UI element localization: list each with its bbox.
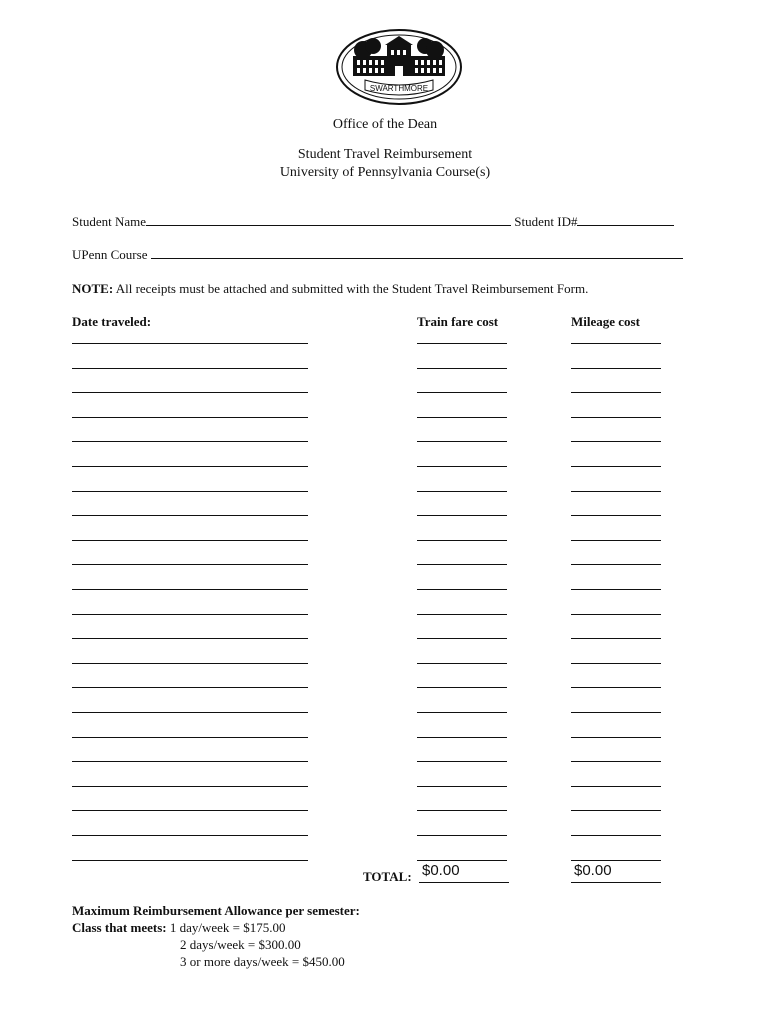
train-fare-entry-line[interactable] [417,441,507,442]
allowance-section [72,902,360,970]
mileage-entry-line[interactable] [571,810,661,811]
date-entry-line[interactable] [72,761,308,762]
train-fare-entry-line[interactable] [417,589,507,590]
date-entry-line[interactable] [72,540,308,541]
note-label: NOTE: [72,281,114,296]
date-entry-line[interactable] [72,441,308,442]
mileage-entry-line[interactable] [571,564,661,565]
date-entry-line[interactable] [72,564,308,565]
train-fare-entry-line[interactable] [417,737,507,738]
allowance-line-1 [72,919,360,936]
allowance-2-days: 2 days/week = $300.00 [180,937,301,952]
train-fare-entry-line[interactable] [417,368,507,369]
train-fare-entry-line[interactable] [417,417,507,418]
mileage-entry-line[interactable] [571,441,661,442]
date-entry-line[interactable] [72,417,308,418]
form-title: Student Travel Reimbursement [297,147,473,162]
train-fare-entry-line[interactable] [417,835,507,836]
column-header-mileage: Mileage cost [571,314,640,329]
train-fare-entry-line[interactable] [417,712,507,713]
date-entry-line[interactable] [72,392,308,393]
mileage-entry-line[interactable] [571,392,661,393]
student-name-field[interactable] [146,214,511,226]
student-id-label: Student ID# [514,214,578,229]
mileage-entry-line[interactable] [571,712,661,713]
train-fare-entry-line[interactable] [417,540,507,541]
class-meets-label: Class that meets: [72,920,167,935]
date-entry-line[interactable] [72,712,308,713]
upenn-course-field[interactable] [151,247,683,259]
svg-text:SWARTHMORE: SWARTHMORE [369,84,429,93]
mileage-entry-line[interactable] [571,589,661,590]
student-name-row [72,214,674,230]
mileage-entry-line[interactable] [571,491,661,492]
mileage-total-line [571,882,661,883]
upenn-course-row [72,247,683,263]
mileage-entry-line[interactable] [571,663,661,664]
train-fare-entry-line[interactable] [417,466,507,467]
train-fare-entry-line[interactable] [417,564,507,565]
date-entry-line[interactable] [72,343,308,344]
date-entry-line[interactable] [72,515,308,516]
date-entry-line[interactable] [72,860,308,861]
office-heading: Office of the Dean [332,117,438,132]
mileage-entry-line[interactable] [571,737,661,738]
mileage-entry-line[interactable] [571,614,661,615]
column-header-date: Date traveled: [72,314,152,329]
mileage-entry-line[interactable] [571,860,661,861]
train-fare-entry-line[interactable] [417,515,507,516]
mileage-entry-line[interactable] [571,368,661,369]
upenn-course-label: UPenn Course [72,247,148,262]
train-fare-entry-line[interactable] [417,687,507,688]
train-fare-entry-line[interactable] [417,343,507,344]
form-subtitle: University of Pennsylvania Course(s) [279,165,491,180]
column-header-train: Train fare cost [417,314,499,329]
date-entry-line[interactable] [72,786,308,787]
allowance-heading: Maximum Reimbursement Allowance per semester: [72,903,360,918]
date-entry-line[interactable] [72,491,308,492]
note [72,281,588,297]
mileage-entry-line[interactable] [571,835,661,836]
train-fare-entry-line[interactable] [417,638,507,639]
mileage-entry-line[interactable] [571,638,661,639]
mileage-entry-line[interactable] [571,761,661,762]
mileage-total-value[interactable]: $0.00 [574,862,612,879]
date-entry-line[interactable] [72,466,308,467]
train-fare-entry-line[interactable] [417,761,507,762]
date-entry-line[interactable] [72,810,308,811]
date-entry-line[interactable] [72,368,308,369]
student-name-label: Student Name [72,214,147,229]
train-fare-entry-line[interactable] [417,860,507,861]
date-entry-line[interactable] [72,663,308,664]
mileage-entry-line[interactable] [571,466,661,467]
mileage-entry-line[interactable] [571,417,661,418]
train-total-value[interactable]: $0.00 [422,862,460,879]
date-entry-line[interactable] [72,614,308,615]
train-fare-entry-line[interactable] [417,614,507,615]
train-fare-entry-line[interactable] [417,663,507,664]
allowance-3-days: 3 or more days/week = $450.00 [180,954,345,969]
note-text: All receipts must be attached and submitted with the Student Travel Reimbursement Form. [113,281,589,296]
date-entry-line[interactable] [72,687,308,688]
date-entry-line[interactable] [72,638,308,639]
date-entry-line[interactable] [72,589,308,590]
mileage-entry-line[interactable] [571,515,661,516]
train-fare-entry-line[interactable] [417,810,507,811]
mileage-entry-line[interactable] [571,786,661,787]
mileage-entry-line[interactable] [571,687,661,688]
total-label: TOTAL: [363,869,412,884]
allowance-1-day: 1 day/week = $175.00 [166,920,286,935]
date-entry-line[interactable] [72,737,308,738]
train-fare-entry-line[interactable] [417,392,507,393]
mileage-entry-line[interactable] [571,343,661,344]
mileage-entry-line[interactable] [571,540,661,541]
train-fare-entry-line[interactable] [417,786,507,787]
swarthmore-logo [335,28,463,106]
train-fare-entry-line[interactable] [417,491,507,492]
date-entry-line[interactable] [72,835,308,836]
train-total-line [419,882,509,883]
student-id-field[interactable] [577,214,674,226]
